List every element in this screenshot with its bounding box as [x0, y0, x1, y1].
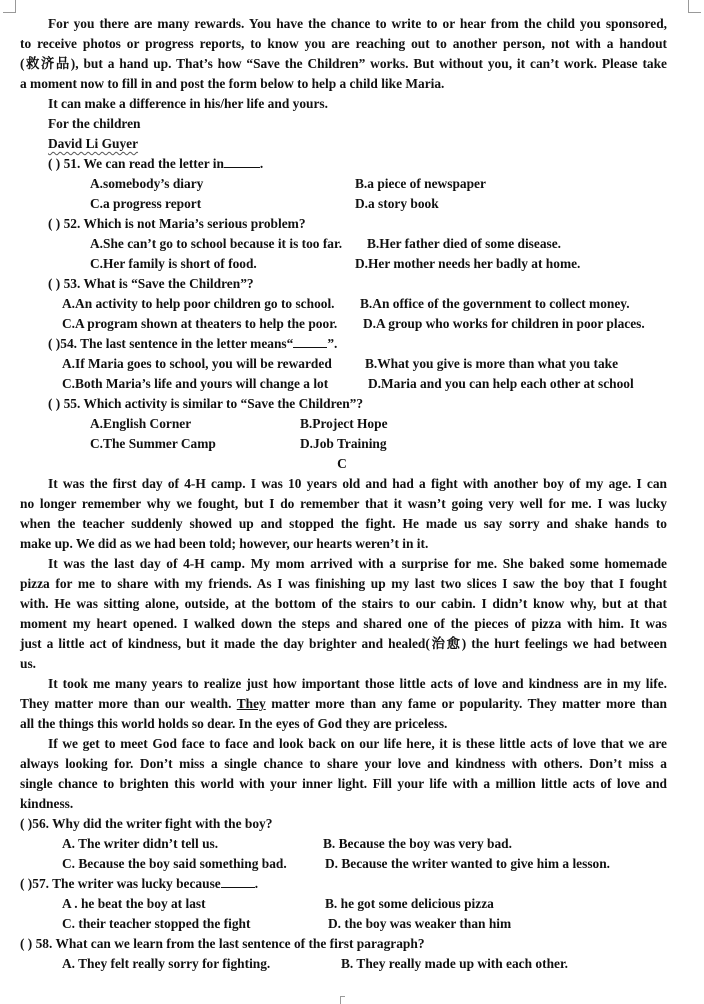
passage-c-line: always looking for. Don’t miss a single chance to share your love and kindness with others. Don’t miss a — [20, 756, 667, 771]
options-row — [0, 914, 704, 934]
option-a: A.An activity to help poor children go to school. — [62, 296, 335, 311]
text-span: They matter more than our wealth. — [20, 696, 232, 711]
passage-b-line: It can make a difference in his/her life and yours. — [48, 96, 328, 111]
passage-c-line: all the things this world holds so dear. In the eyes of God they are priceless. — [20, 716, 448, 731]
options-row — [0, 434, 704, 454]
answer-blank — [224, 154, 260, 168]
passage-c-line: with. He was sitting alone, outside, at the bottom of the stairs to our cabin. I didn’t know why, but at that — [20, 596, 667, 611]
question-56: ( )56. Why did the writer fight with the boy? — [20, 816, 273, 831]
option-c: C.Both Maria’s life and yours will change a lot — [62, 376, 329, 391]
passage-c-line: just a little act of kindness, but it made the day brighter and healed(治愈) the hurt feelings we had between — [20, 636, 667, 651]
option-d: D. the boy was weaker than him — [328, 916, 512, 931]
option-a: A. They felt really sorry for fighting. — [62, 956, 271, 971]
text-span: matter more than any fame or popularity. They matter more than — [271, 696, 667, 711]
option-b: B.Project Hope — [300, 416, 388, 431]
letter-signature — [48, 134, 695, 154]
options-row — [0, 194, 704, 214]
options-row — [0, 254, 704, 274]
option-c: C.A program shown at theaters to help the poor. — [62, 316, 338, 331]
question-53: ( ) 53. What is “Save the Children”? — [48, 276, 254, 291]
question-51 — [48, 154, 695, 174]
option-d: D. Because the writer wanted to give him a lesson. — [325, 856, 611, 871]
passage-b-line: to receive photos or progress reports, to know you are reaching out to another person, not with a handout — [20, 36, 667, 51]
passage-c-line: single chance to brighten this world with your inner light. Fill your life with a million little acts of love and — [20, 776, 667, 791]
letter-closing: For the children — [48, 116, 141, 131]
answer-blank — [221, 874, 255, 888]
option-b: B. They really made up with each other. — [341, 956, 569, 971]
option-d: D.Maria and you can help each other at school — [368, 376, 634, 391]
option-c: C. Because the boy said something bad. — [62, 856, 287, 871]
passage-c-line: us. — [20, 656, 37, 671]
options-row — [0, 314, 704, 334]
option-b: B.An office of the government to collect money. — [360, 296, 630, 311]
option-d: D.Her mother needs her badly at home. — [355, 256, 581, 271]
options-row — [0, 174, 704, 194]
options-row — [0, 894, 704, 914]
option-a: A.somebody’s diary — [90, 176, 204, 191]
option-a: A. The writer didn’t tell us. — [62, 836, 219, 851]
options-row — [0, 834, 704, 854]
passage-c-line: It was the first day of 4-H camp. I was 10 years old and had a fight with another boy of my age. I can — [48, 476, 667, 491]
option-c: C.The Summer Camp — [90, 436, 216, 451]
options-row — [0, 354, 704, 374]
option-d: D.A group who works for children in poor places. — [363, 316, 645, 331]
option-d: D.a story book — [355, 196, 439, 211]
question-54 — [48, 334, 695, 354]
answer-blank — [293, 334, 327, 348]
stem-end: ”. — [327, 336, 338, 351]
passage-b-line: (救济品), but a hand up. That’s how “Save the Children” works. But without you, it can’t work. Please take — [20, 56, 667, 71]
signature-name: David Li Guyer — [48, 136, 139, 151]
question-55: ( ) 55. Which activity is similar to “Save the Children”? — [48, 396, 364, 411]
passage-c-line: kindness. — [20, 796, 74, 811]
passage-c-line: pizza for me to share with my friends. As I was finishing up my last two slices I saw the boy that I fought — [20, 576, 667, 591]
options-row — [0, 374, 704, 394]
option-b: B. Because the boy was very bad. — [323, 836, 512, 851]
options-row — [0, 294, 704, 314]
option-b: B.What you give is more than what you take — [365, 356, 619, 371]
question-stem: ( )54. The last sentence in the letter means“ — [48, 336, 294, 351]
question-stem: ( ) 51. We can read the letter in — [48, 156, 224, 171]
passage-c-line — [20, 694, 667, 714]
option-a: A.She can’t go to school because it is too far. — [90, 236, 343, 251]
options-row — [0, 854, 704, 874]
passage-c-line: If we get to meet God face to face and look back on our life here, it is these little acts of love that we are — [48, 736, 667, 751]
underlined-word: They — [236, 696, 266, 711]
passage-c-line: make up. We did as we had been told; however, our hearts weren’t in it. — [20, 536, 429, 551]
question-58: ( ) 58. What can we learn from the last sentence of the first paragraph? — [20, 936, 425, 951]
page-corner-mark-right — [688, 0, 701, 13]
option-b: B. he got some delicious pizza — [325, 896, 494, 911]
options-row — [0, 954, 704, 974]
stem-end: . — [254, 876, 259, 891]
options-row — [0, 414, 704, 434]
option-c: C. their teacher stopped the fight — [62, 916, 251, 931]
passage-c-line: moment my heart opened. I walked down the steps and shared one of the pieces of pizza with him. It was — [20, 616, 667, 631]
option-c: C.Her family is short of food. — [90, 256, 257, 271]
question-52: ( ) 52. Which is not Maria’s serious problem? — [48, 216, 306, 231]
options-row — [0, 234, 704, 254]
passage-b-line: a moment now to fill in and post the form below to help a child like Maria. — [20, 76, 445, 91]
option-d: D.Job Training — [300, 436, 387, 451]
option-a: A.English Corner — [90, 416, 192, 431]
option-b: B.a piece of newspaper — [355, 176, 486, 191]
option-a: A.If Maria goes to school, you will be rewarded — [62, 356, 332, 371]
question-stem: ( )57. The writer was lucky because — [20, 876, 221, 891]
passage-b-line: For you there are many rewards. You have the chance to write to or hear from the child you sponsored, — [48, 16, 667, 31]
stem-end: . — [259, 156, 264, 171]
option-a: A . he beat the boy at last — [62, 896, 206, 911]
option-b: B.Her father died of some disease. — [367, 236, 562, 251]
question-57 — [20, 874, 667, 894]
page-corner-mark-left — [3, 0, 16, 13]
passage-c-line: no longer remember why we fought, but I do remember that it wasn’t going very well for me. I was lucky — [20, 496, 667, 511]
passage-c-line: It was the last day of 4-H camp. My mom arrived with a surprise for me. She baked some homemade — [48, 556, 667, 571]
section-label: C — [337, 456, 347, 471]
passage-c-line: when the teacher suddenly showed up and stopped the fight. He made us say sorry and shake hands to — [20, 516, 667, 531]
passage-c-line: It took me many years to realize just how important those little acts of love and kindness are in my life. — [48, 676, 667, 691]
option-c: C.a progress report — [90, 196, 202, 211]
